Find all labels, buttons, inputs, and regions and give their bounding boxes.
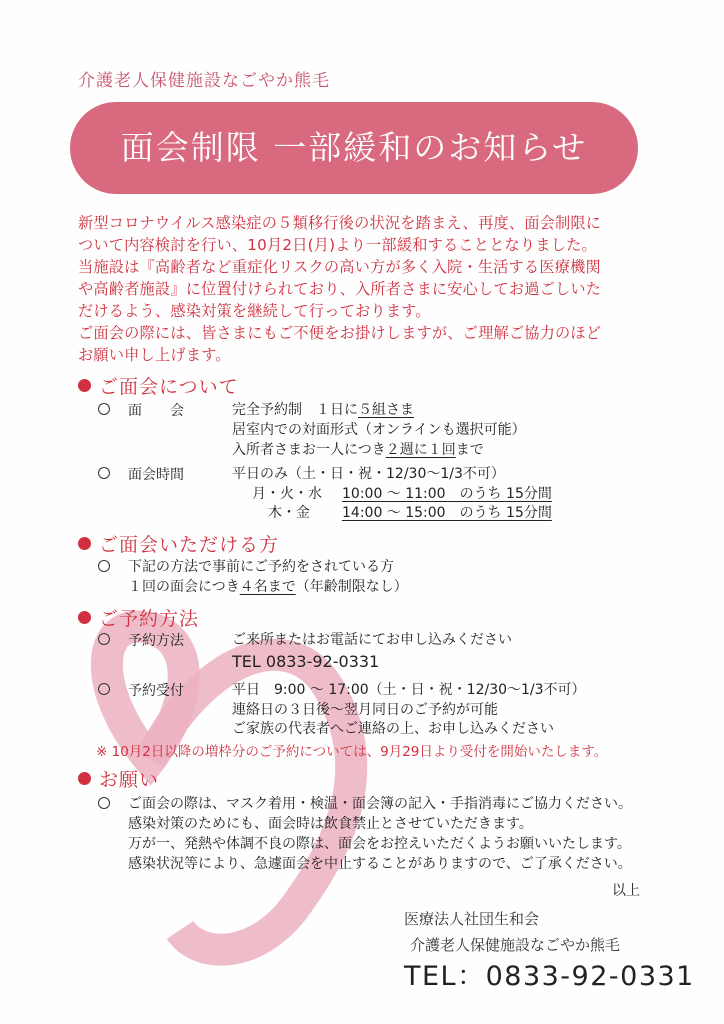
label-accept: 予約受付 <box>128 683 184 699</box>
intro-paragraph <box>78 212 648 366</box>
circle-bullet-icon <box>98 557 110 577</box>
time-line-1: 平日のみ（土・日・祝・12/30〜1/3不可） <box>232 466 505 482</box>
closing-text: 以上 <box>612 883 640 899</box>
accept-line-2: 連絡日の３日後〜翌月同日のご予約が可能 <box>232 702 498 718</box>
title-banner: 面会制限 一部緩和のお知らせ <box>70 102 638 194</box>
days-mon-wed: 月・火・水 <box>252 486 322 502</box>
label-method: 予約方法 <box>128 633 184 649</box>
org-name: 医療法人社団生和会 <box>404 910 540 928</box>
intro-line: 新型コロナウイルス感染症の５類移行後の状況を踏まえ、再度、面会制限に <box>78 214 602 232</box>
intro-line: お願い申し上げます。 <box>78 346 231 364</box>
visit-line-3: 入所者さまお一人につき２週に１回まで <box>232 442 484 458</box>
accept-line-3: ご家族の代表者へご連絡の上、お申し込みください <box>232 721 554 737</box>
bullet-dot-icon <box>78 379 91 392</box>
request-line: 感染状況等により、急遽面会を中止することがありますので、ご了承ください。 <box>128 856 632 872</box>
circle-bullet-icon <box>98 630 110 650</box>
section-eligible-heading: ご面会いただける方 <box>78 530 279 557</box>
circle-bullet-icon <box>98 680 110 700</box>
section-request-heading: お願い <box>78 765 159 792</box>
reservation-note: ※ 10月2日以降の増枠分のご予約については、9月29日より受付を開始いたします。 <box>96 744 608 760</box>
request-line: 感染対策のためにも、面会時は飲食禁止とさせていただきます。 <box>128 816 533 832</box>
method-tel: TEL 0833-92-0331 <box>232 652 380 671</box>
intro-line: 当施設は『高齢者など重症化リスクの高い方が多く入院・生活する医療機関 <box>78 258 601 276</box>
section-reservation-heading: ご予約方法 <box>78 604 199 631</box>
label-time: 面会時間 <box>128 467 184 483</box>
intro-line: や高齢者施設』に位置付けられており、入所者さまに安心してお過ごしいた <box>78 280 602 298</box>
method-line-1: ご来所またはお電話にてお申し込みください <box>232 632 512 648</box>
bullet-dot-icon <box>78 772 91 785</box>
request-line: ご面会の際は、マスク着用・検温・面会簿の記入・手指消毒にご協力ください。 <box>128 796 632 812</box>
visit-line-2: 居室内での対面形式（オンラインも選択可能） <box>232 422 526 438</box>
bullet-dot-icon <box>78 537 91 550</box>
footer-tel: TEL：0833-92-0331 <box>404 961 695 992</box>
eligible-line-1: 下記の方法で事前にご予約をされている方 <box>128 559 394 575</box>
slot-thu-fri: 14:00 〜 15:00 のうち 15分間 <box>342 505 552 521</box>
accept-line-1: 平日 9:00 〜 17:00（土・日・祝・12/30〜1/3不可） <box>232 682 586 698</box>
eligible-line-2: １回の面会につき４名まで（年齢制限なし） <box>128 579 408 595</box>
circle-bullet-icon <box>98 464 110 484</box>
days-thu-fri: 木・金 <box>268 505 310 521</box>
intro-line: ご面会の際には、皆さまにもご不便をお掛けしますが、ご理解ご協力のほど <box>78 324 602 342</box>
section-visits-heading: ご面会について <box>78 372 239 399</box>
request-line: 万が一、発熱や体調不良の際は、面会をお控えいただくようお願いいたします。 <box>128 836 631 852</box>
label-visit: 面 会 <box>128 403 184 419</box>
facility-name-top: 介護老人保健施設なごやか熊毛 <box>78 71 330 91</box>
visit-line-1: 完全予約制 １日に５組さま <box>232 402 414 418</box>
facility-name-footer: 介護老人保健施設なごやか熊毛 <box>410 936 621 954</box>
bullet-dot-icon <box>78 611 91 624</box>
circle-bullet-icon <box>98 794 110 814</box>
intro-line: だけるよう、感染対策を継続して行っております。 <box>78 302 431 320</box>
circle-bullet-icon <box>98 400 110 420</box>
intro-line: ついて内容検討を行い、10月2日(月)より一部緩和することとなりました。 <box>78 236 597 254</box>
slot-mon-wed: 10:00 〜 11:00 のうち 15分間 <box>342 486 552 502</box>
